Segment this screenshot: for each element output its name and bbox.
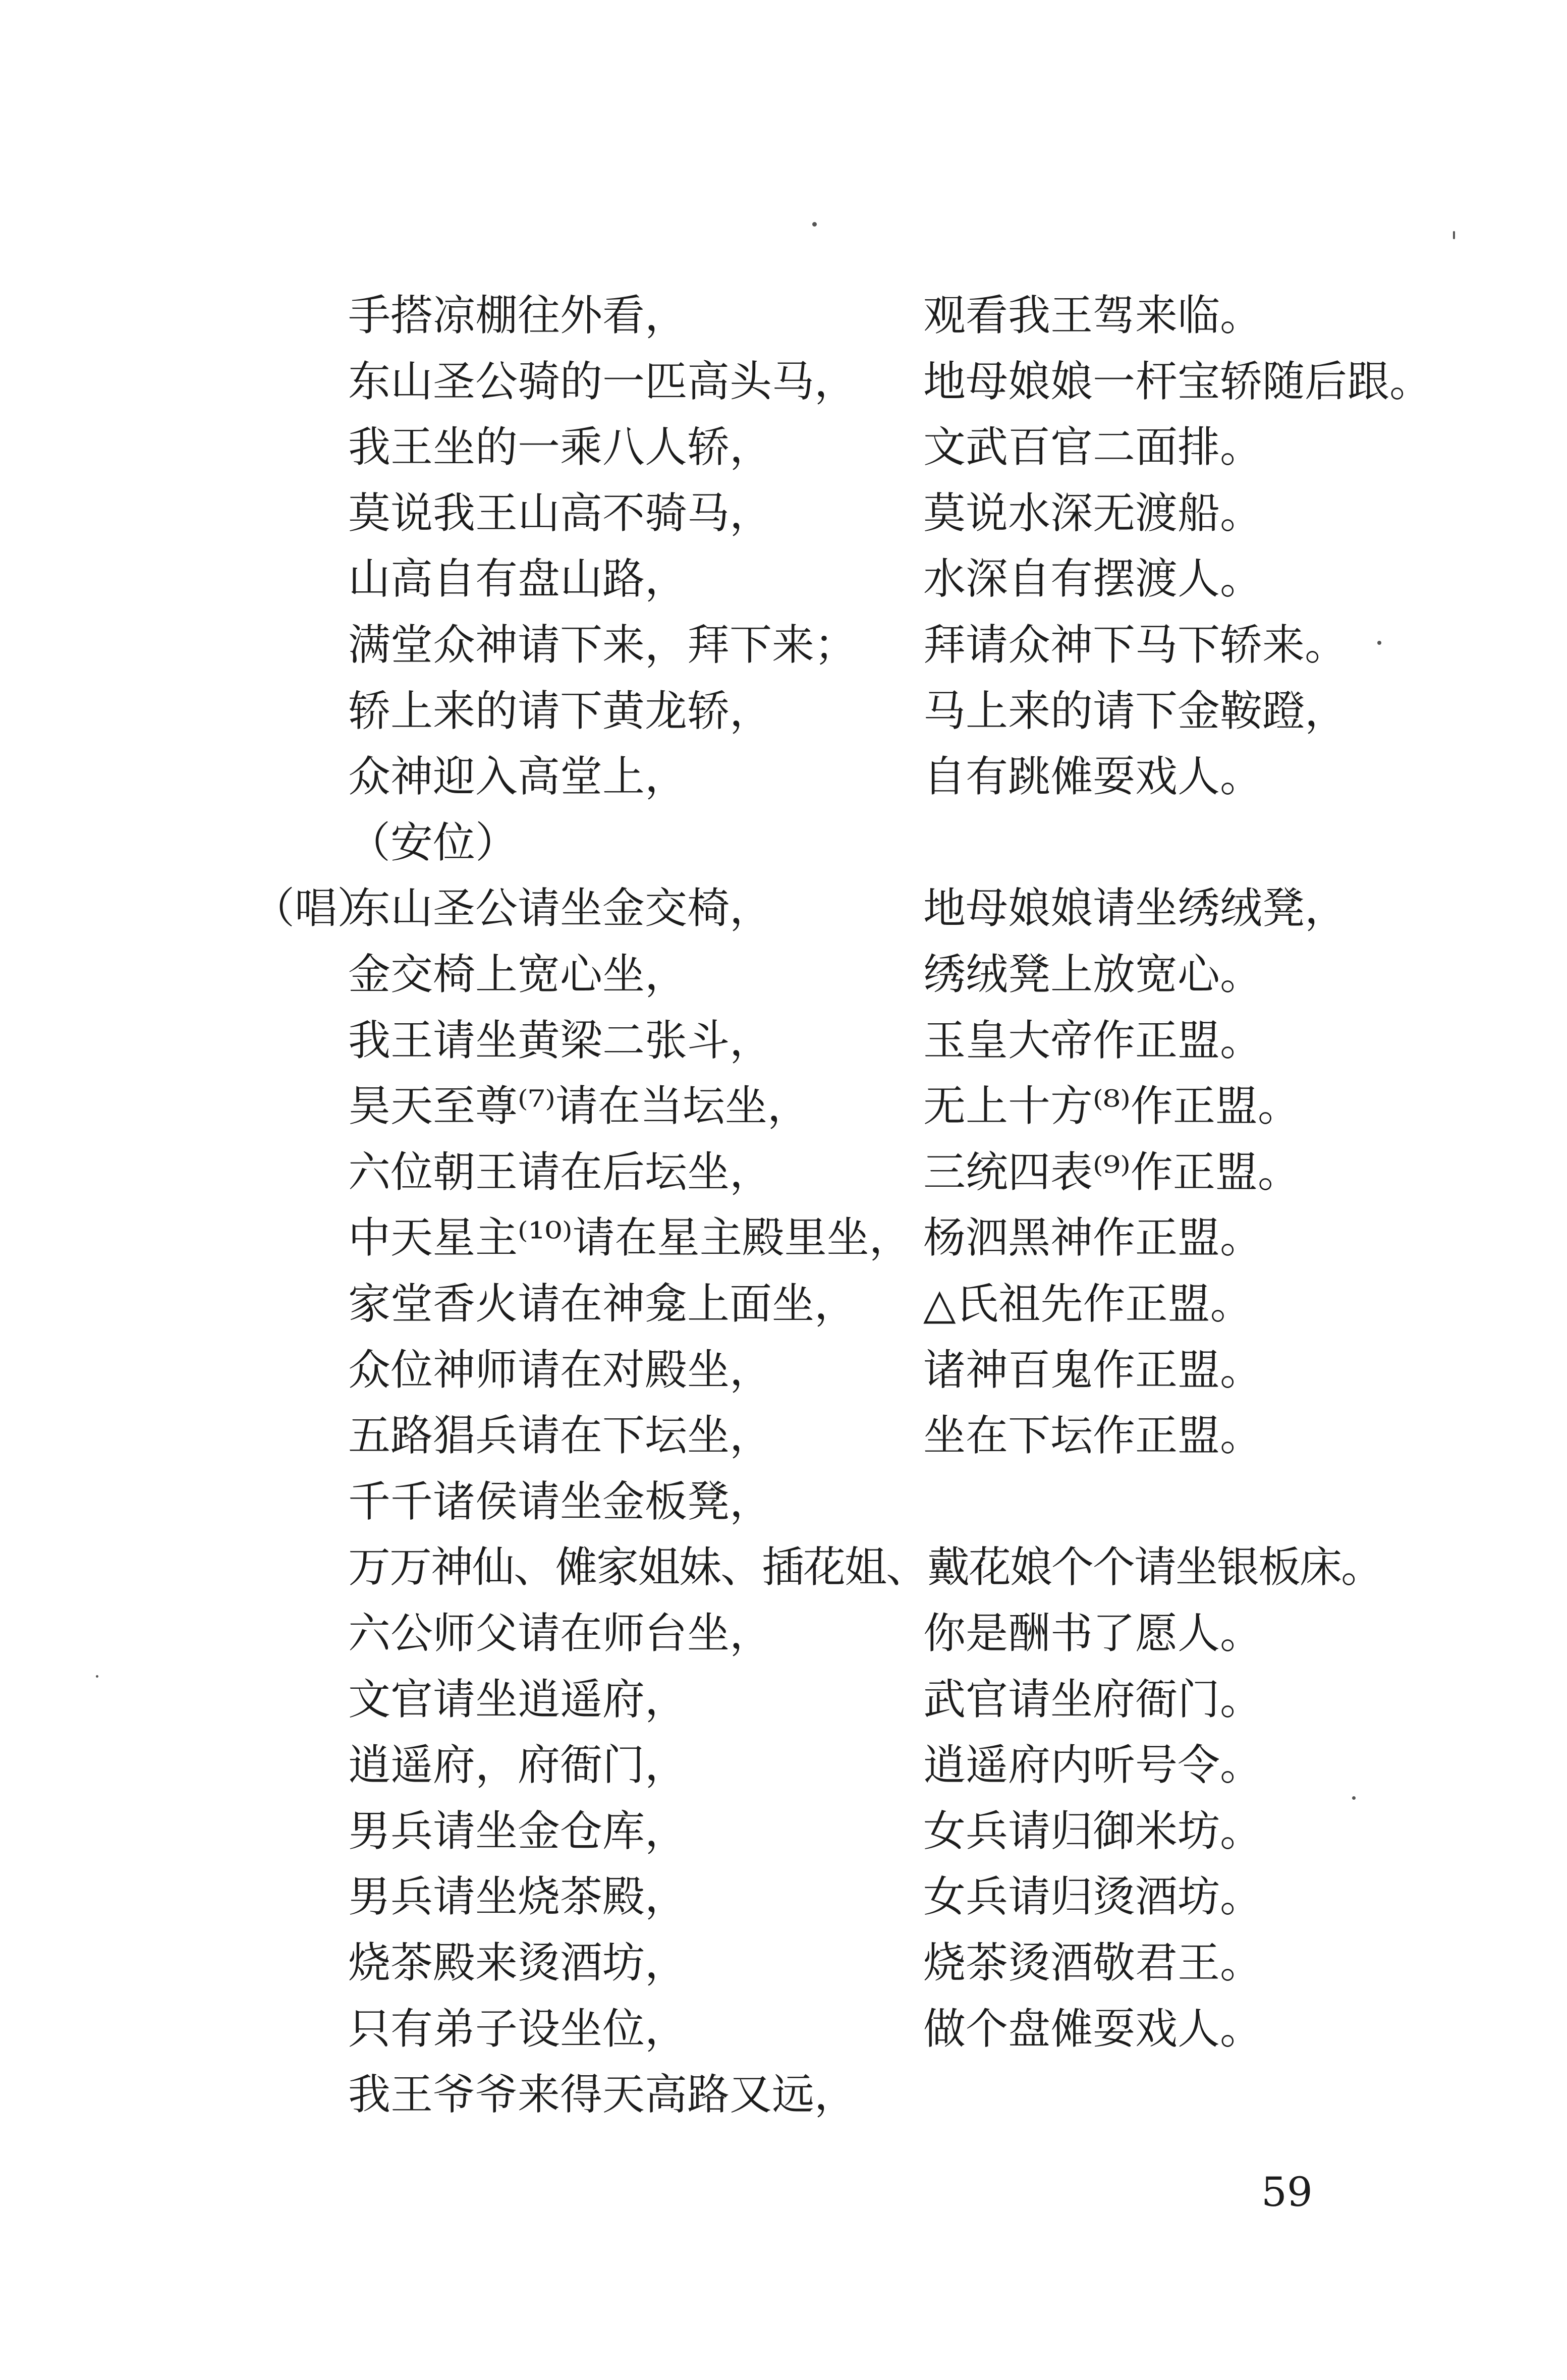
page-number: 59 bbox=[1261, 2169, 1313, 2216]
verse-left-half: 六公师父请在师台坐， bbox=[348, 1609, 772, 1658]
verse-right-half: 自有跳傩耍戏人。 bbox=[923, 752, 1263, 802]
sung-marker: （唱） bbox=[252, 883, 380, 933]
verse-right-half: 玉皇大帝作正盟。 bbox=[923, 1015, 1263, 1065]
verse-line bbox=[0, 1337, 1567, 1403]
verse-left-half: 逍遥府，府衙门， bbox=[348, 1740, 688, 1790]
verse-left-half: 中天星主⁽¹⁰⁾请在星主殿里坐， bbox=[348, 1213, 912, 1263]
verse-left-half: 我王爷爷来得天高路又远， bbox=[348, 2070, 857, 2120]
verse-line bbox=[0, 810, 1567, 875]
verse-line bbox=[0, 612, 1567, 678]
verse-left-half: 东山圣公请坐金交椅， bbox=[348, 883, 772, 933]
verse-right-half: 观看我王驾来临。 bbox=[923, 291, 1263, 340]
verse-left-half: 文官请坐逍遥府， bbox=[348, 1674, 688, 1724]
verse-line bbox=[0, 875, 1567, 941]
verse-right-half: 女兵请归烫酒坊。 bbox=[923, 1872, 1263, 1922]
verse-right-half: 坐在下坛作正盟。 bbox=[923, 1411, 1263, 1461]
verse-left-half: 家堂香火请在神龛上面坐， bbox=[348, 1279, 857, 1329]
verse-left-half: 满堂众神请下来，拜下来； bbox=[348, 620, 857, 670]
verse-line bbox=[0, 1732, 1567, 1798]
verse-left-half: 烧茶殿来烫酒坊， bbox=[348, 1938, 688, 1987]
verse-right-half: 烧茶烫酒敬君王。 bbox=[923, 1938, 1263, 1987]
verse-right-half: 武官请坐府衙门。 bbox=[923, 1674, 1263, 1724]
verse-left-half: 只有弟子设坐位， bbox=[348, 2004, 688, 2054]
verse-full-line: 万万神仙、傩家姐妹、插花姐、戴花娘个个请坐银板床。 bbox=[348, 1542, 1383, 1592]
verse-line bbox=[0, 546, 1567, 612]
verse-left-half: 我王请坐黄梁二张斗， bbox=[348, 1015, 772, 1065]
verse-line bbox=[0, 1534, 1567, 1600]
verse-right-half: 无上十方⁽⁸⁾作正盟。 bbox=[923, 1081, 1300, 1131]
verse-right-half: 马上来的请下金鞍蹬， bbox=[923, 686, 1348, 736]
verse-line bbox=[0, 942, 1567, 1007]
verse-right-half: 地母娘娘请坐绣绒凳， bbox=[923, 883, 1348, 933]
verse-left-half: 东山圣公骑的一匹高头马， bbox=[348, 356, 857, 406]
verse-line bbox=[0, 1205, 1567, 1270]
verse-right-half: 三统四表⁽⁹⁾作正盟。 bbox=[923, 1147, 1300, 1197]
verse-right-half: 拜请众神下马下轿来。 bbox=[923, 620, 1348, 670]
verse-right-half: 文武百官二面排。 bbox=[923, 422, 1263, 472]
verse-right-half: 杨泗黑神作正盟。 bbox=[923, 1213, 1263, 1263]
verse-line bbox=[0, 1996, 1567, 2062]
verse-line bbox=[0, 414, 1567, 480]
verse-left-half: 众神迎入高堂上， bbox=[348, 752, 688, 802]
verse-left-half: 昊天至尊⁽⁷⁾请在当坛坐， bbox=[348, 1081, 810, 1131]
verse-line bbox=[0, 744, 1567, 809]
verse-right-half: 莫说水深无渡船。 bbox=[923, 488, 1263, 538]
verse-left-half: 五路猖兵请在下坛坐， bbox=[348, 1411, 772, 1461]
verse-left-half: 手搭凉棚往外看， bbox=[348, 291, 688, 340]
verse-right-half: 女兵请归御米坊。 bbox=[923, 1806, 1263, 1856]
verse-right-half: 水深自有摆渡人。 bbox=[923, 554, 1263, 604]
verse-line bbox=[0, 283, 1567, 348]
speck-mark bbox=[1453, 231, 1455, 239]
verse-line bbox=[0, 1073, 1567, 1139]
verse-line bbox=[0, 1864, 1567, 1929]
verse-right-half: 诸神百鬼作正盟。 bbox=[923, 1345, 1263, 1395]
verse-line bbox=[0, 1008, 1567, 1073]
verse-left-half: 众位神师请在对殿坐， bbox=[348, 1345, 772, 1395]
verse-right-half: 地母娘娘一杆宝轿随后跟。 bbox=[923, 356, 1432, 406]
verse-line bbox=[0, 349, 1567, 414]
verse-right-half: 逍遥府内听号令。 bbox=[923, 1740, 1263, 1790]
verse-left-half: 莫说我王山高不骑马， bbox=[348, 488, 772, 538]
verse-right-half: △氏祖先作正盟。 bbox=[923, 1279, 1253, 1329]
verse-line bbox=[0, 1798, 1567, 1864]
verse-left-half: 轿上来的请下黄龙轿， bbox=[348, 686, 772, 736]
verse-line bbox=[0, 678, 1567, 744]
verse-left-half: 男兵请坐烧茶殿， bbox=[348, 1872, 688, 1922]
verse-line bbox=[0, 1271, 1567, 1337]
verse-left-half: 六位朝王请在后坛坐， bbox=[348, 1147, 772, 1197]
verse-line bbox=[0, 1667, 1567, 1732]
verse-line bbox=[0, 1600, 1567, 1666]
verse-left-half: 男兵请坐金仓库， bbox=[348, 1806, 688, 1856]
verse-right-half: 你是酬书了愿人。 bbox=[923, 1609, 1263, 1658]
verse-line bbox=[0, 2062, 1567, 2127]
verse-line bbox=[0, 1139, 1567, 1205]
stage-direction: （安位） bbox=[348, 817, 518, 867]
speck-mark bbox=[812, 222, 817, 227]
verse-left-half: 千千诸侯请坐金板凳， bbox=[348, 1476, 772, 1526]
verse-left-half: 金交椅上宽心坐， bbox=[348, 950, 688, 999]
verse-line bbox=[0, 1469, 1567, 1534]
verse-right-half: 做个盘傩耍戏人。 bbox=[923, 2004, 1263, 2054]
verse-line bbox=[0, 1930, 1567, 1996]
verse-left-half: 山高自有盘山路， bbox=[348, 554, 688, 604]
verse-left-half: 我王坐的一乘八人轿， bbox=[348, 422, 772, 472]
verse-line bbox=[0, 480, 1567, 546]
verse-line bbox=[0, 1403, 1567, 1468]
verse-right-half: 绣绒凳上放宽心。 bbox=[923, 950, 1263, 999]
